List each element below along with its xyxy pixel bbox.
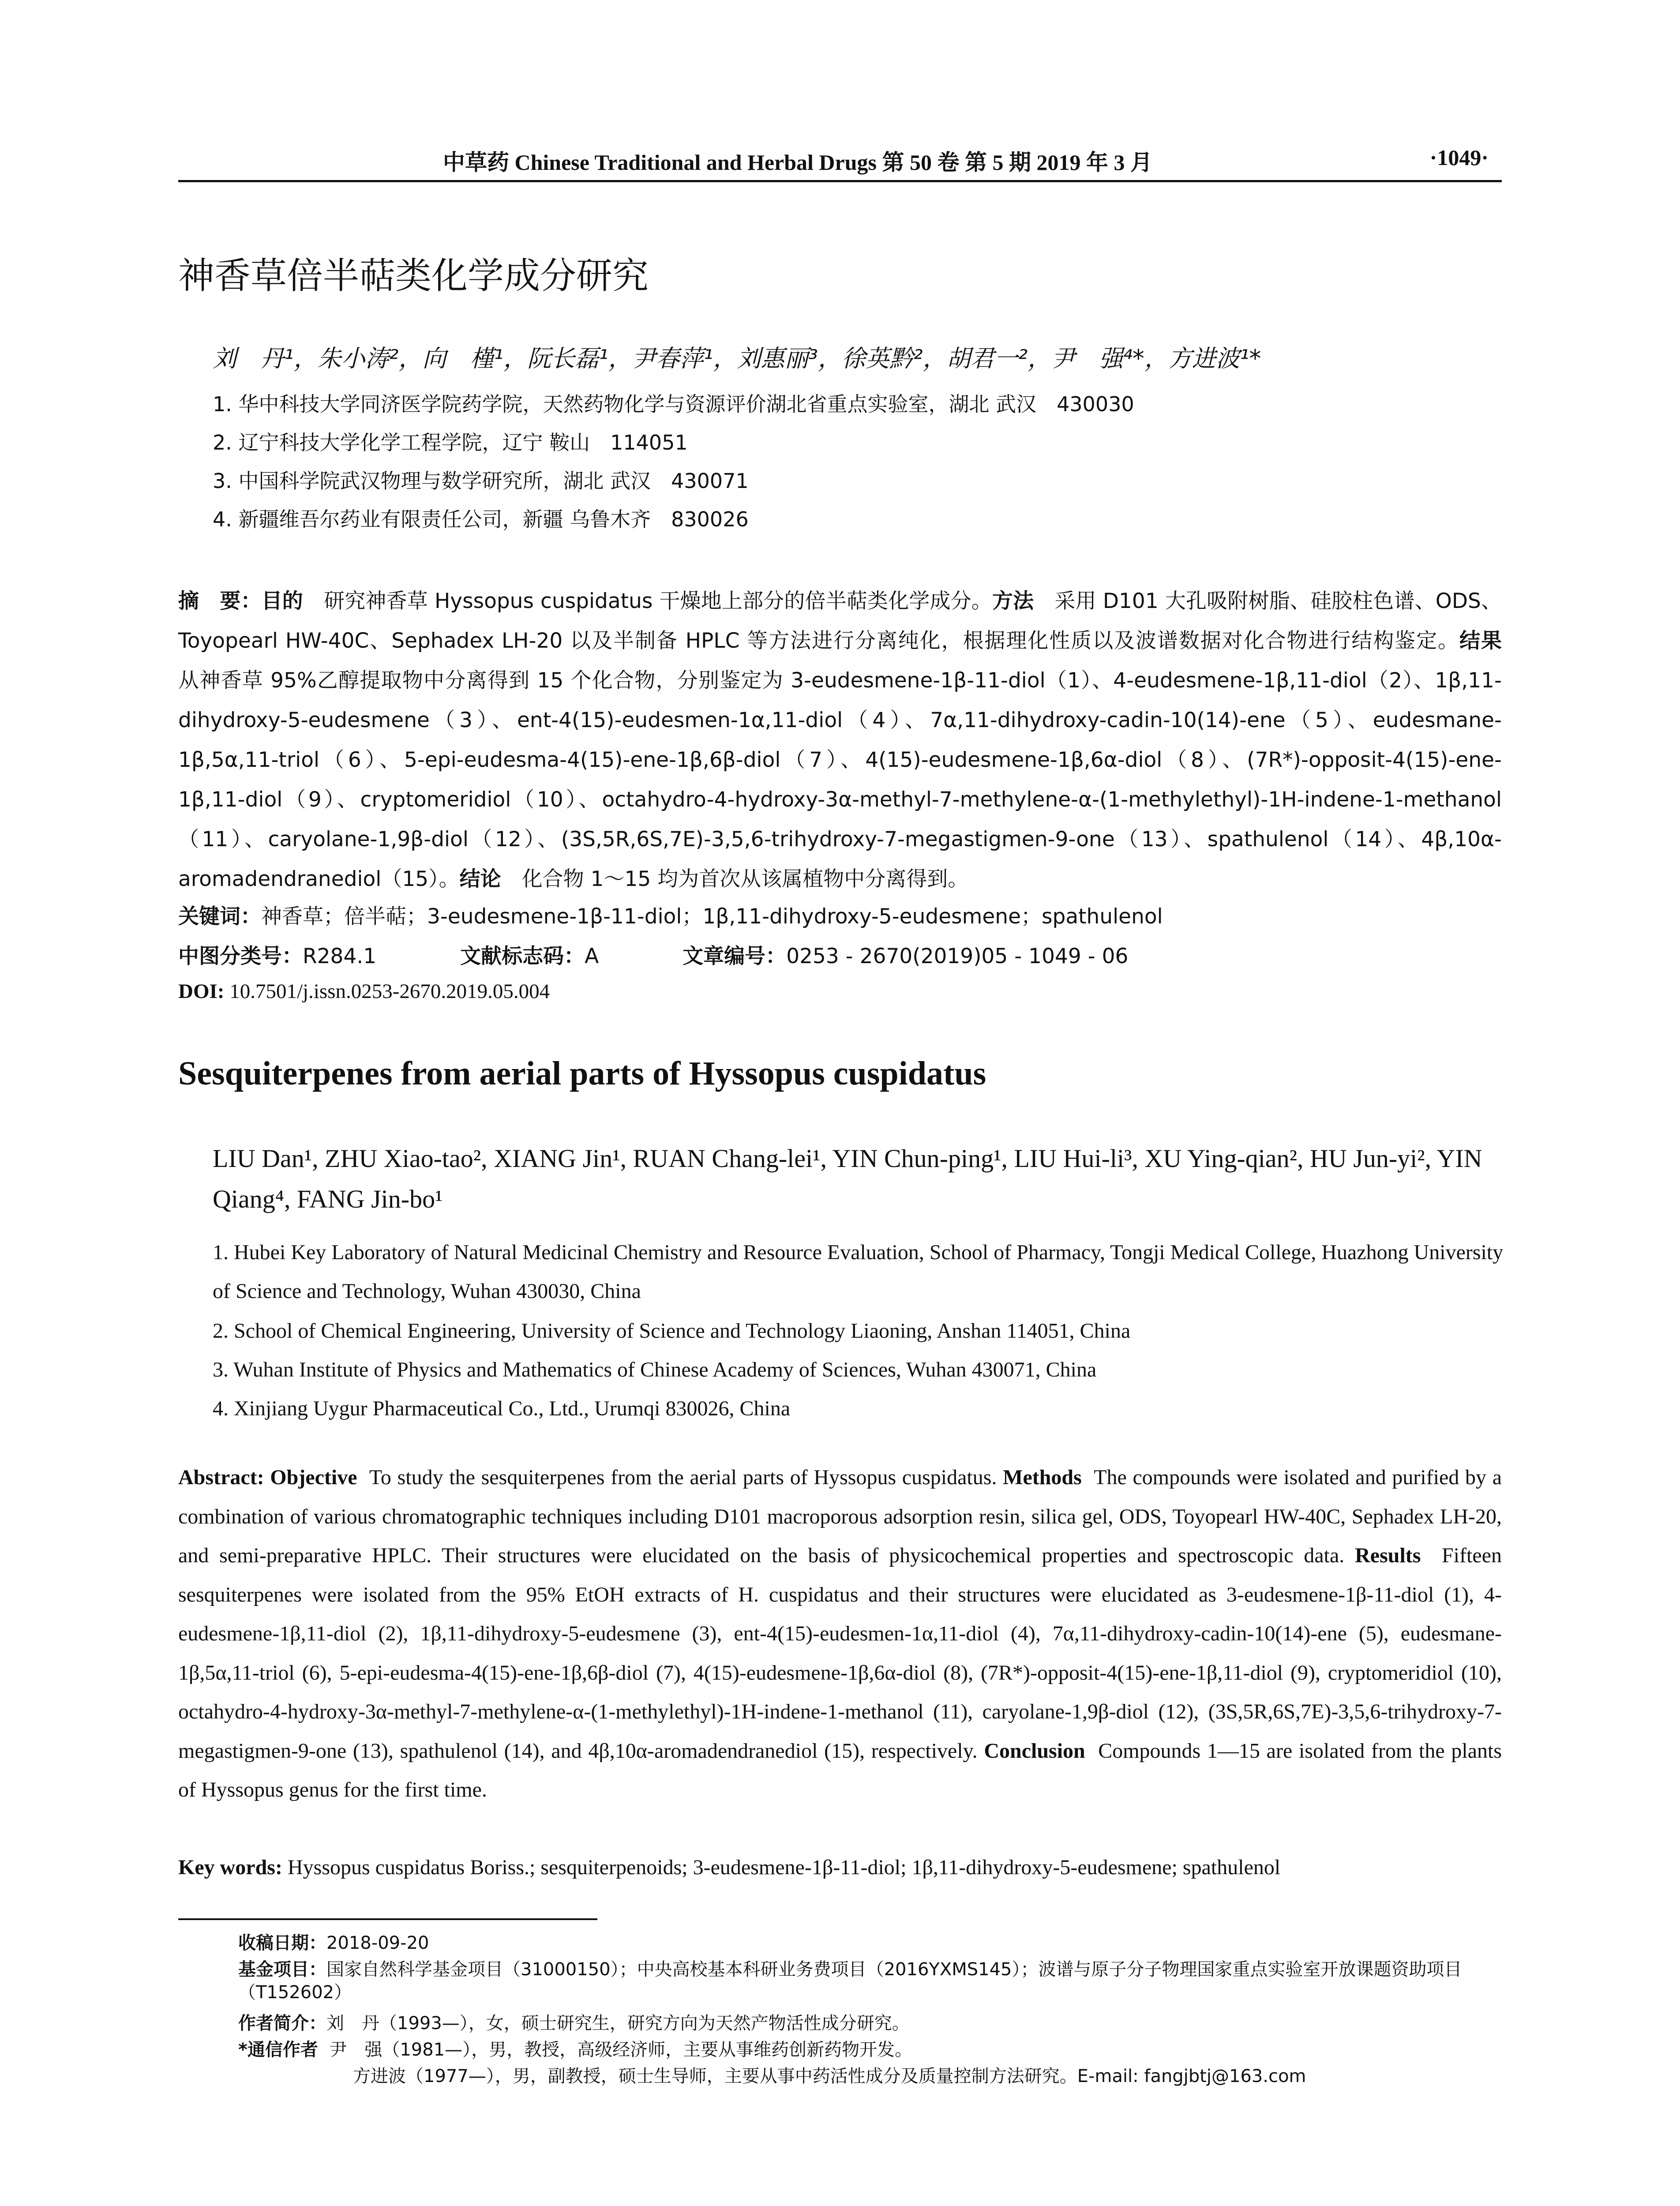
- article-number-label: 文章编号：: [682, 944, 787, 968]
- footnote-label: *通信作者: [238, 2040, 318, 2060]
- footnote-text: 国家自然科学基金项目（31000150）；中央高校基本科研业务费项目（2016YXMS145）；波谱与原子分子物理国家重点实验室开放课题资助项目（T152602）: [238, 1959, 1462, 2003]
- footnote-text: 方进波（1977—），男，副教授，硕士生导师，主要从事中药活性成分及质量控制方法研究。E-mail: fangjbtj@163.com: [353, 2066, 1306, 2086]
- objective-en-text: To study the sesquiterpenes from the aerial parts of Hyssopus cuspidatus.: [369, 1466, 997, 1489]
- conclusion-en-text: Compounds 1—15 are isolated from the plants of Hyssopus genus for the first time.: [178, 1739, 1502, 1801]
- conclusion-text: 化合物 1～15 均为首次从该属植物中分离得到。: [521, 867, 969, 891]
- doi-value: 10.7501/j.issn.0253-2670.2019.05.004: [229, 980, 550, 1003]
- footnote-text: 2018-09-20: [326, 1933, 429, 1953]
- affiliation-en-1: 1. Hubei Key Laboratory of Natural Medicinal Chemistry and Resource Evaluation, School of Pharmacy, Tongji Medical College, Huazhong University of Science and Technology, Wuhan 430030, China: [213, 1241, 1504, 1303]
- keywords-text: 神香草；倍半萜；3-eudesmene-1β-11-diol；1β,11-dihydroxy-5-eudesmene；spathulenol: [261, 904, 1163, 929]
- doc-code-value: A: [585, 944, 599, 968]
- clc-value: R284.1: [303, 944, 377, 968]
- doc-code-label: 文献标志码：: [460, 944, 585, 968]
- affiliation-cn-1: 1. 华中科技大学同济医学院药学院，天然药物化学与资源评价湖北省重点实验室，湖北 武汉 430030: [213, 392, 1134, 416]
- keywords-chinese: [178, 900, 1163, 930]
- abstract-chinese: [178, 582, 1502, 899]
- keywords-en-label: Key words:: [178, 1856, 282, 1879]
- affiliation-en-2: 2. School of Chemical Engineering, University of Science and Technology Liaoning, Anshan 114051, China: [213, 1319, 1131, 1343]
- article-number-value: 0253 - 2670(2019)05 - 1049 - 06: [786, 944, 1129, 968]
- methods-label: 方法: [992, 589, 1034, 613]
- doi-label: DOI:: [178, 980, 225, 1003]
- doi-line: [178, 979, 550, 1003]
- title-chinese: 神香草倍半萜类化学成分研究: [178, 255, 649, 297]
- classification-line: [178, 940, 1128, 969]
- affiliation-en-3: 3. Wuhan Institute of Physics and Mathematics of Chinese Academy of Sciences, Wuhan 430071, China: [213, 1358, 1097, 1381]
- footnote-received: [238, 1932, 1504, 1955]
- journal-info: 中草药 Chinese Traditional and Herbal Drugs 第 50 卷 第 5 期 2019 年 3 月: [443, 150, 1152, 175]
- authors-english: LIU Dan¹, ZHU Xiao-tao², XIANG Jin¹, RUAN Chang-lei¹, YIN Chun-ping¹, LIU Hui-li³, XU Ying-qian², HU Jun-yi², YIN Qiang⁴, FANG Jin-bo¹: [213, 1144, 1482, 1213]
- methods-text: 采用 D101 大孔吸附树脂、硅胶柱色谱、ODS、Toyopearl HW-40C、Sephadex LH-20 以及半制备 HPLC 等方法进行分离纯化，根据理化性质以及波谱数据对化合物进行结构鉴定。: [178, 589, 1502, 653]
- abstract-label: 摘 要：目的: [178, 589, 303, 613]
- authors-chinese: 刘 丹¹，朱小涛²，向 槿¹，阮长磊¹，尹春萍¹，刘惠丽³，徐英黔²，胡君一²，尹 强⁴*，方进波¹*: [213, 345, 1261, 372]
- footnote-label: 作者简介：: [238, 2013, 326, 2033]
- results-text: 从神香草 95%乙醇提取物中分离得到 15 个化合物，分别鉴定为 3-eudesmene-1β-11-diol（1）、4-eudesmene-1β,11-diol（2）、1β,11-dihydroxy-5-eudesmene（3）、ent-4(15)-eudesmen-1α,11-diol（4）、7α,11-dihydroxy-cadin-10(14)-ene（5）、eudesmane-1β,5α,11-triol（6）、5-epi-eudesma-4(15)-ene-1β,6β-diol（7）、4(15)-eudesmene-1β,6α-diol（8）、(7R*)-opposit-4(15)-ene-1β,11-diol（9）、cryptomeridiol（10）、octahydro-4-hydroxy-3α-methyl-7-methylene-α-(1-methylethyl)-1H-indene-1-methanol（11）、caryolane-1,9β-diol（12）、(3S,5R,6S,7E)-3,5,6-trihydroxy-7-megastigmen-9-one（13）、spathulenol（14）、4β,10α-aromadendranediol（15）。: [178, 668, 1502, 891]
- footnote-text: 刘 丹（1993—），女，硕士研究生，研究方向为天然产物活性成分研究。: [326, 2013, 910, 2033]
- keywords-label: 关键词：: [178, 904, 261, 929]
- affiliation-en-4: 4. Xinjiang Uygur Pharmaceutical Co., Ltd., Urumqi 830026, China: [213, 1397, 791, 1420]
- footnote-corresponding: [238, 2038, 1504, 2061]
- running-header: [178, 140, 1502, 182]
- keywords-en-text: Hyssopus cuspidatus Boriss.; sesquiterpenoids; 3-eudesmene-1β-11-diol; 1β,11-dihydroxy-5-eudesmene; spathulenol: [287, 1856, 1281, 1879]
- results-label: 结果: [1459, 629, 1502, 653]
- affiliation-cn-2: 2. 辽宁科技大学化学工程学院，辽宁 鞍山 114051: [213, 431, 688, 454]
- abstract-en-label: Abstract: Objective: [178, 1466, 357, 1489]
- footnote-author-bio: [238, 2012, 1504, 2035]
- conclusion-label: 结论: [459, 867, 501, 891]
- page-number: ·1049·: [1429, 145, 1489, 170]
- results-en-label: Results: [1355, 1544, 1421, 1567]
- abstract-english: [178, 1458, 1502, 1810]
- objective-text: 研究神香草 Hyssopus cuspidatus 干燥地上部分的倍半萜类化学成分。: [324, 589, 992, 613]
- footnote-label: 收稿日期：: [238, 1933, 326, 1953]
- keywords-english: [178, 1855, 1502, 1880]
- conclusion-en-label: Conclusion: [984, 1739, 1085, 1763]
- affiliation-cn-4: 4. 新疆维吾尔药业有限责任公司，新疆 乌鲁木齐 830026: [213, 507, 749, 531]
- methods-en-label: Methods: [1003, 1466, 1082, 1489]
- results-en-text: Fifteen sesquiterpenes were isolated from the 95% EtOH extracts of H. cuspidatus and their structures were elucidated as 3-eudesmene-1β-11-diol (1), 4-eudesmene-1β,11-diol (2), 1β,11-dihydroxy-5-eudesmene (3), ent-4(15)-eudesmen-1α,11-diol (4), 7α,11-dihydroxy-cadin-10(14)-ene (5), eudesmane-1β,5α,11-triol (6), 5-epi-eudesma-4(15)-ene-1β,6β-diol (7), 4(15)-eudesmene-1β,6α-diol (8), (7R*)-opposit-4(15)-ene-1β,11-diol (9), cryptomeridiol (10), octahydro-4-hydroxy-3α-methyl-7-methylene-α-(1-methylethyl)-1H-indene-1-methanol (11), caryolane-1,9β-diol (12), (3S,5R,6S,7E)-3,5,6-trihydroxy-7-megastigmen-9-one (13), spathulenol (14), and 4β,10α-aromadendranediol (15), respectively.: [178, 1544, 1502, 1763]
- footnote-corresponding-2: [353, 2065, 1504, 2088]
- methods-en-text: The compounds were isolated and purified by a combination of various chromatographic techniques including D101 macroporous adsorption resin, silica gel, ODS, Toyopearl HW-40C, Sephadex LH-20, and semi-preparative HPLC. Their structures were elucidated on the basis of physicochemical properties and spectroscopic data.: [178, 1466, 1502, 1567]
- footnote-divider: [178, 1918, 597, 1920]
- title-english: Sesquiterpenes from aerial parts of Hyssopus cuspidatus: [178, 1055, 986, 1092]
- footnote-text: 尹 强（1981—），男，教授，高级经济师，主要从事维药创新药物开发。: [329, 2040, 913, 2060]
- footnote-label: 基金项目：: [238, 1959, 326, 1980]
- clc-label: 中图分类号：: [178, 944, 303, 968]
- affiliation-cn-3: 3. 中国科学院武汉物理与数学研究所，湖北 武汉 430071: [213, 469, 749, 493]
- footnote-funding: [238, 1958, 1504, 2004]
